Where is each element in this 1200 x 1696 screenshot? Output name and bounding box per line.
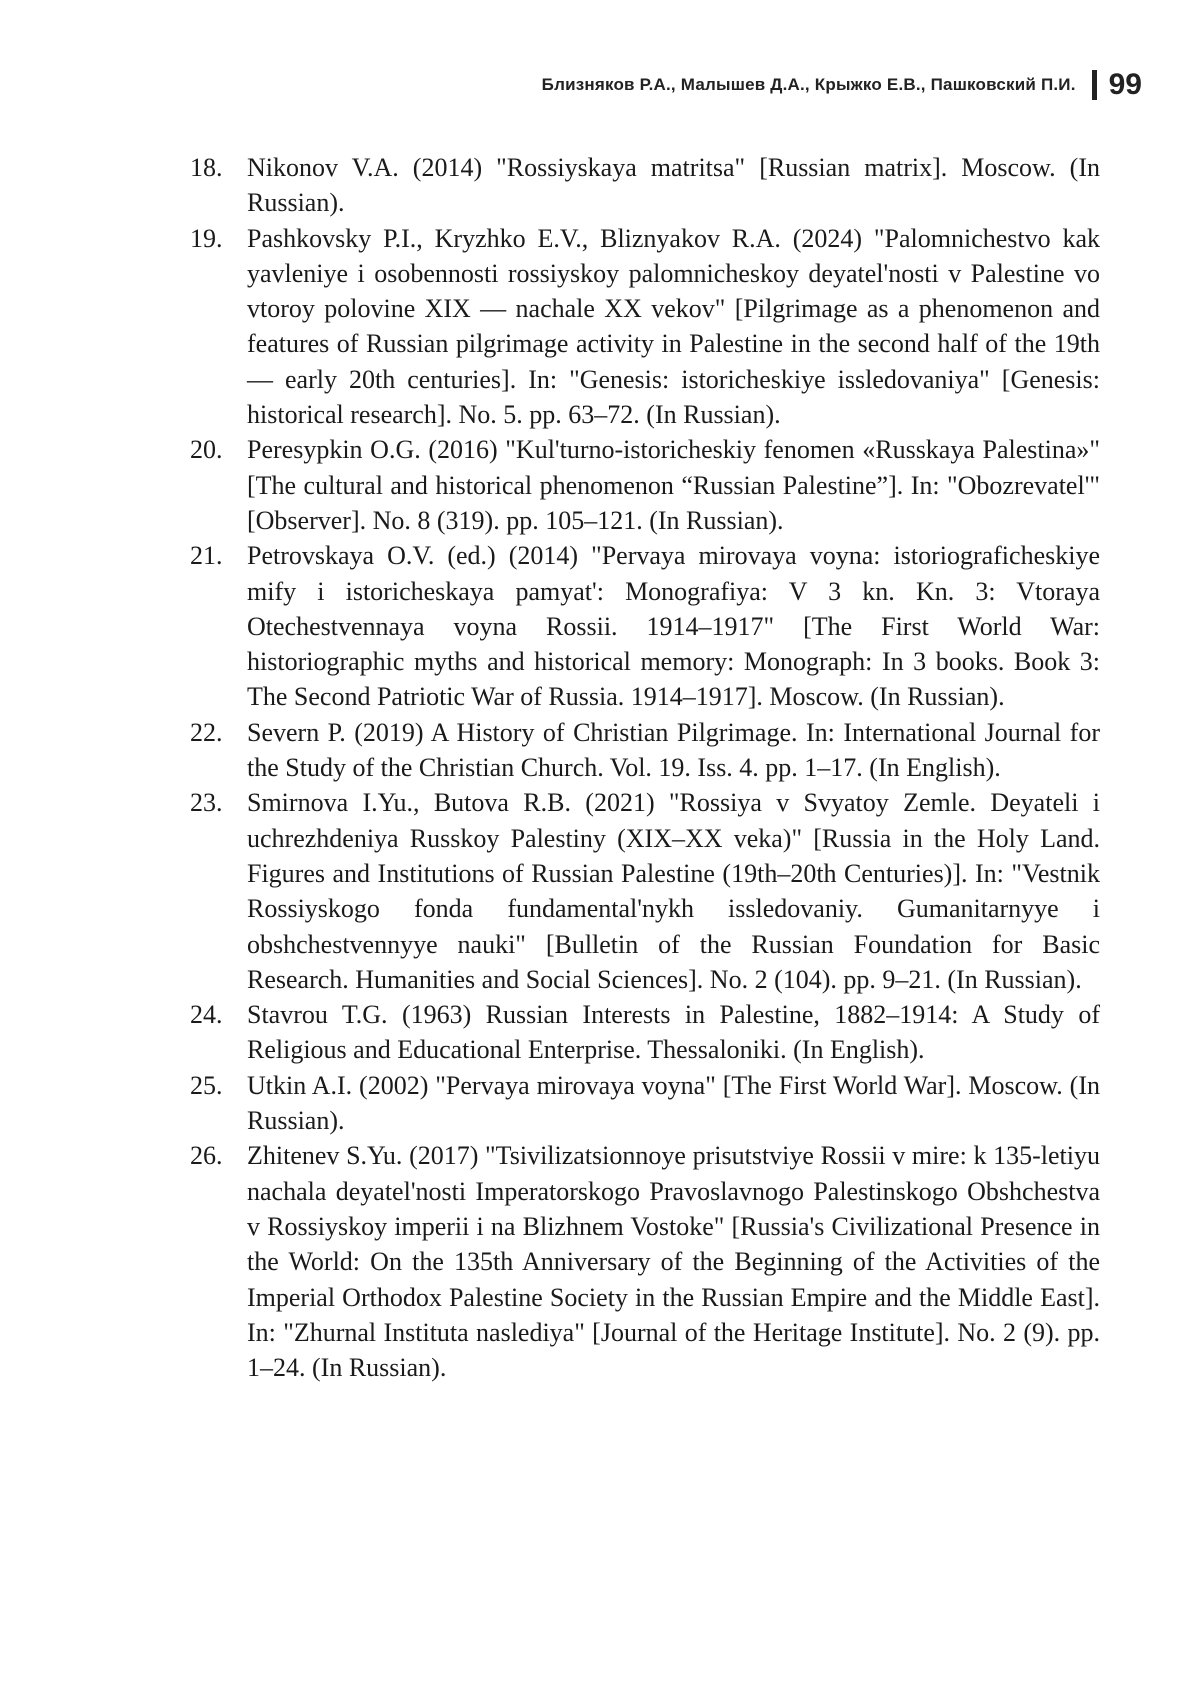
reference-item [190,221,1100,433]
reference-item [190,1068,1100,1139]
reference-number: 26. [190,1141,223,1171]
header-authors: Близняков Р.А., Малышев Д.А., Крыжко Е.В., Пашковский П.И. [541,75,1076,94]
reference-item [190,432,1100,538]
reference-number: 24. [190,1000,223,1030]
reference-item [190,1138,1100,1385]
reference-number: 25. [190,1070,223,1100]
reference-text: Utkin A.I. (2002) "Pervaya mirovaya voyna" [The First World War]. Moscow. (In Russian). [247,1070,1100,1136]
reference-item [190,150,1100,221]
reference-text: Peresypkin O.G. (2016) "Kul'turno-istoricheskiy fenomen «Russkaya Palestina»" [The cultural and historical phenomenon “Russian Palestine”]. In: "Obozrevatel'" [Observer]. No. 8 (319). pp. 105–121. (In Russian). [247,435,1100,535]
running-header [542,68,1142,102]
reference-text: Stavrou T.G. (1963) Russian Interests in Palestine, 1882–1914: A Study of Religious and Educational Enterprise. Thessaloniki. (In English). [247,1000,1100,1065]
reference-item [190,715,1100,786]
reference-text: Severn P. (2019) A History of Christian Pilgrimage. In: International Journal for the Study of the Christian Church. Vol. 19. Iss. 4. pp. 1–17. (In English). [247,717,1100,783]
reference-number: 22. [190,717,223,747]
reference-text: Nikonov V.A. (2014) "Rossiyskaya matritsa" [Russian matrix]. Moscow. (In Russian). [247,153,1100,218]
reference-number: 19. [190,223,223,253]
reference-number: 21. [190,541,223,571]
reference-number: 23. [190,788,223,818]
header-divider-bar [1092,70,1097,100]
reference-text: Smirnova I.Yu., Butova R.B. (2021) "Rossiya v Svyatoy Zemle. Deyateli i uchrezhdeniya Russkoy Palestiny (XIX–XX veka)" [Russia in the Holy Land. Figures and Institutions of Russian Palestine (19th–20th Centuries)]. In: "Vestnik Rossiyskogo fonda fundamental'nykh issledovaniy. Gumanitarnyye i obshchestvennyye nauki" [Bulletin of the Russian Foundation for Basic Research. Humanities and Social Sciences]. No. 2 (104). pp. 9–21. (In Russian). [247,788,1100,994]
reference-text: Pashkovsky P.I., Kryzhko E.V., Bliznyakov R.A. (2024) "Palomnichestvo kak yavleniye i osobennosti rossiyskoy palomnicheskoy deyatel'nosti v Palestine vo vtoroy polovine XIX — nachale XX vekov" [Pilgrimage as a phenomenon and features of Russian pilgrimage activity in Palestine in the second half of the 19th — early 20th centuries]. In: "Genesis: istoricheskiye issledovaniya" [Genesis: historical research]. No. 5. pp. 63–72. (In Russian). [247,223,1100,430]
reference-number: 18. [190,153,223,182]
reference-item [190,997,1100,1068]
reference-item [190,538,1100,714]
reference-number: 20. [190,435,223,465]
reference-list [190,150,1100,1385]
page-number: 99 [1108,68,1142,101]
reference-item [190,785,1100,997]
reference-text: Petrovskaya O.V. (ed.) (2014) "Pervaya mirovaya voyna: istoriograficheskiye mify i istoricheskaya pamyat': Monografiya: V 3 kn. Kn. 3: Vtoraya Otechestvennaya voyna Rossii. 1914–1917" [The First World War: historiographic myths and historical memory: Monograph: In 3 books. Book 3: The Second Patriotic War of Russia. 1914–1917]. Moscow. (In Russian). [247,541,1100,712]
reference-text: Zhitenev S.Yu. (2017) "Tsivilizatsionnoye prisutstviye Rossii v mire: k 135-letiyu nachala deyatel'nosti Imperatorskogo Pravoslavnogo Palestinskogo Obshchestva v Rossiyskoy imperii i na Blizhnem Vostoke" [Russia's Civilizational Presence in the World: On the 135th Anniversary of the Beginning of the Activities of the Imperial Orthodox Palestine Society in the Russian Empire and the Middle East]. In: "Zhurnal Instituta naslediya" [Journal of the Heritage Institute]. No. 2 (9). pp. 1–24. (In Russian). [247,1141,1100,1383]
